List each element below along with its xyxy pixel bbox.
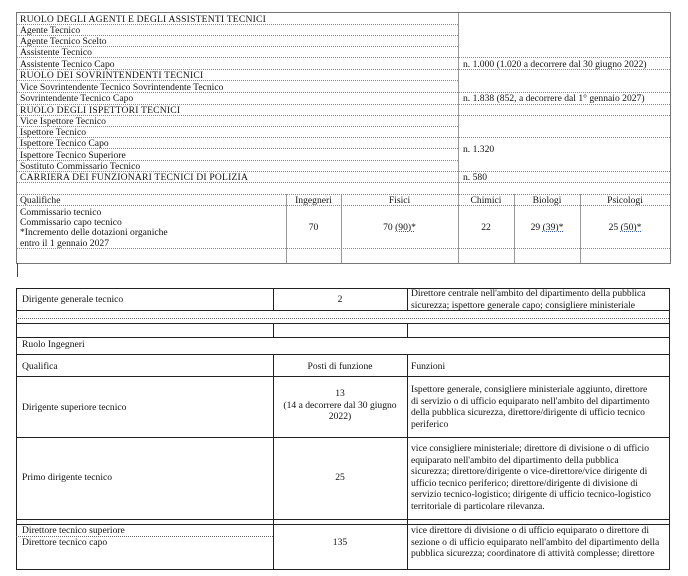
rank-label: Ispettore Tecnico Capo xyxy=(20,138,109,149)
commissario-label: Commissario tecnico xyxy=(20,207,102,218)
organic-staff-table xyxy=(16,12,671,264)
funzioni-header: Funzioni xyxy=(411,361,446,372)
footnote-text: *Incremento delle dotazioni organiche xyxy=(20,227,168,238)
rank-label: Ispettore Tecnico Superiore xyxy=(20,150,126,161)
qualifica-header: Qualifica xyxy=(22,361,58,372)
section-heading: CARRIERA DEI FUNZIONARI TECNICI DI POLIZIA xyxy=(20,172,249,183)
staffing-value-assistenti: n. 1.000 (1.020 a decorrere dal 30 giugno 2022) xyxy=(463,59,647,70)
rank-label: Agente Tecnico xyxy=(20,25,81,36)
biologi-value: 29 (39)* xyxy=(530,222,564,233)
section-heading: RUOLO DEGLI AGENTI E DEGLI ASSISTENTI TECNICI xyxy=(20,14,266,25)
dirigente-superiore-label: Dirigente superiore tecnico xyxy=(22,402,127,413)
rank-label: Vice Sovrintendente Tecnico Sovrintendente Tecnico xyxy=(20,82,224,93)
ingegneri-header: Ingegneri xyxy=(295,195,332,206)
rank-label: Assistente Tecnico xyxy=(20,47,92,58)
rank-label: Agente Tecnico Scelto xyxy=(20,36,107,47)
commissario-capo-label: Commissario capo tecnico xyxy=(20,217,122,228)
primo-dirigente-funzioni: vice consigliere ministeriale; direttore di divisione o di ufficio equiparato nell'ambito del dipartimento della pubblica sicurezza; direttore/dirigente o vice-direttore/vice dirigente di ufficio tecnico periferico; direttore/dirigente di divisione di servizio tecnico-logistico; dirigente di ufficio tecnico-logistico territoriale di particolare rilevanza. xyxy=(411,443,651,512)
rank-label: Ispettore Tecnico xyxy=(20,127,87,138)
staffing-value-ispettori: n. 1.320 xyxy=(463,144,495,155)
rank-label: Sostituto Commissario Tecnico xyxy=(20,161,141,172)
rank-label: Sovrintendente Tecnico Capo xyxy=(20,93,134,104)
rank-label: Assistente Tecnico Capo xyxy=(20,59,115,70)
ingegneri-value: 70 xyxy=(308,222,319,233)
direttore-capo-label: Direttore tecnico capo xyxy=(22,537,108,548)
posti-header: Posti di funzione xyxy=(307,361,373,372)
footnote-text: entro il 1 gennaio 2027 xyxy=(20,238,109,249)
dirigenti-table xyxy=(16,288,669,570)
dirigente-superiore-funzioni: Ispettore generale, consigliere ministeriale aggiunto, direttore di servizio o di ufficio equiparato nell'ambito del dipartimento della pubblica sicurezza, direttore/dirigente di ufficio tecnico periferico xyxy=(411,384,650,430)
section-heading: RUOLO DEGLI ISPETTORI TECNICI xyxy=(20,105,181,116)
chimici-value: 22 xyxy=(481,222,491,233)
direttore-posti: 135 xyxy=(332,537,348,548)
primo-dirigente-posti: 25 xyxy=(335,472,345,483)
dirigente-generale-funzioni: Direttore centrale nell'ambito del dipartimento della pubblica sicurezza; ispettore generale capo; consigliere ministeriale xyxy=(411,288,646,311)
text-cursor xyxy=(17,263,18,277)
staffing-value-sostituti: n. 580 xyxy=(463,172,487,183)
section-heading: RUOLO DEI SOVRINTENDENTI TECNICI xyxy=(20,70,204,81)
staffing-value-sovrintendenti: n. 1.838 (852, a decorrere dal 1° gennaio 2027) xyxy=(463,93,645,104)
ruolo-title: Ruolo Ingegneri xyxy=(22,339,85,350)
rank-label: Vice Ispettore Tecnico xyxy=(20,116,106,127)
chimici-header: Chimici xyxy=(470,195,502,206)
dirigente-generale-posti: 2 xyxy=(337,294,343,305)
psicologi-header: Psicologi xyxy=(607,195,643,206)
dirigente-generale-label: Dirigente generale tecnico xyxy=(22,294,124,305)
fisici-header: Fisici xyxy=(388,195,411,206)
direttore-funzioni: vice direttore di divisione o di ufficio equiparato o direttore di sezione o di ufficio equiparato nell'ambito del dipartimento della pubblica sicurezza; coordinatore di attività complesse; direttore xyxy=(411,525,660,559)
qualifiche-header: Qualifiche xyxy=(20,195,61,206)
psicologi-value: 25 (50)* xyxy=(608,222,642,233)
fisici-value: 70 (90)* xyxy=(383,222,416,233)
direttore-superiore-label: Direttore tecnico superiore xyxy=(22,525,125,536)
dirigente-superiore-posti: 13 (14 a decorrere dal 30 giugno 2022) xyxy=(283,388,397,422)
primo-dirigente-label: Primo dirigente tecnico xyxy=(22,472,113,483)
biologi-header: Biologi xyxy=(532,195,562,206)
